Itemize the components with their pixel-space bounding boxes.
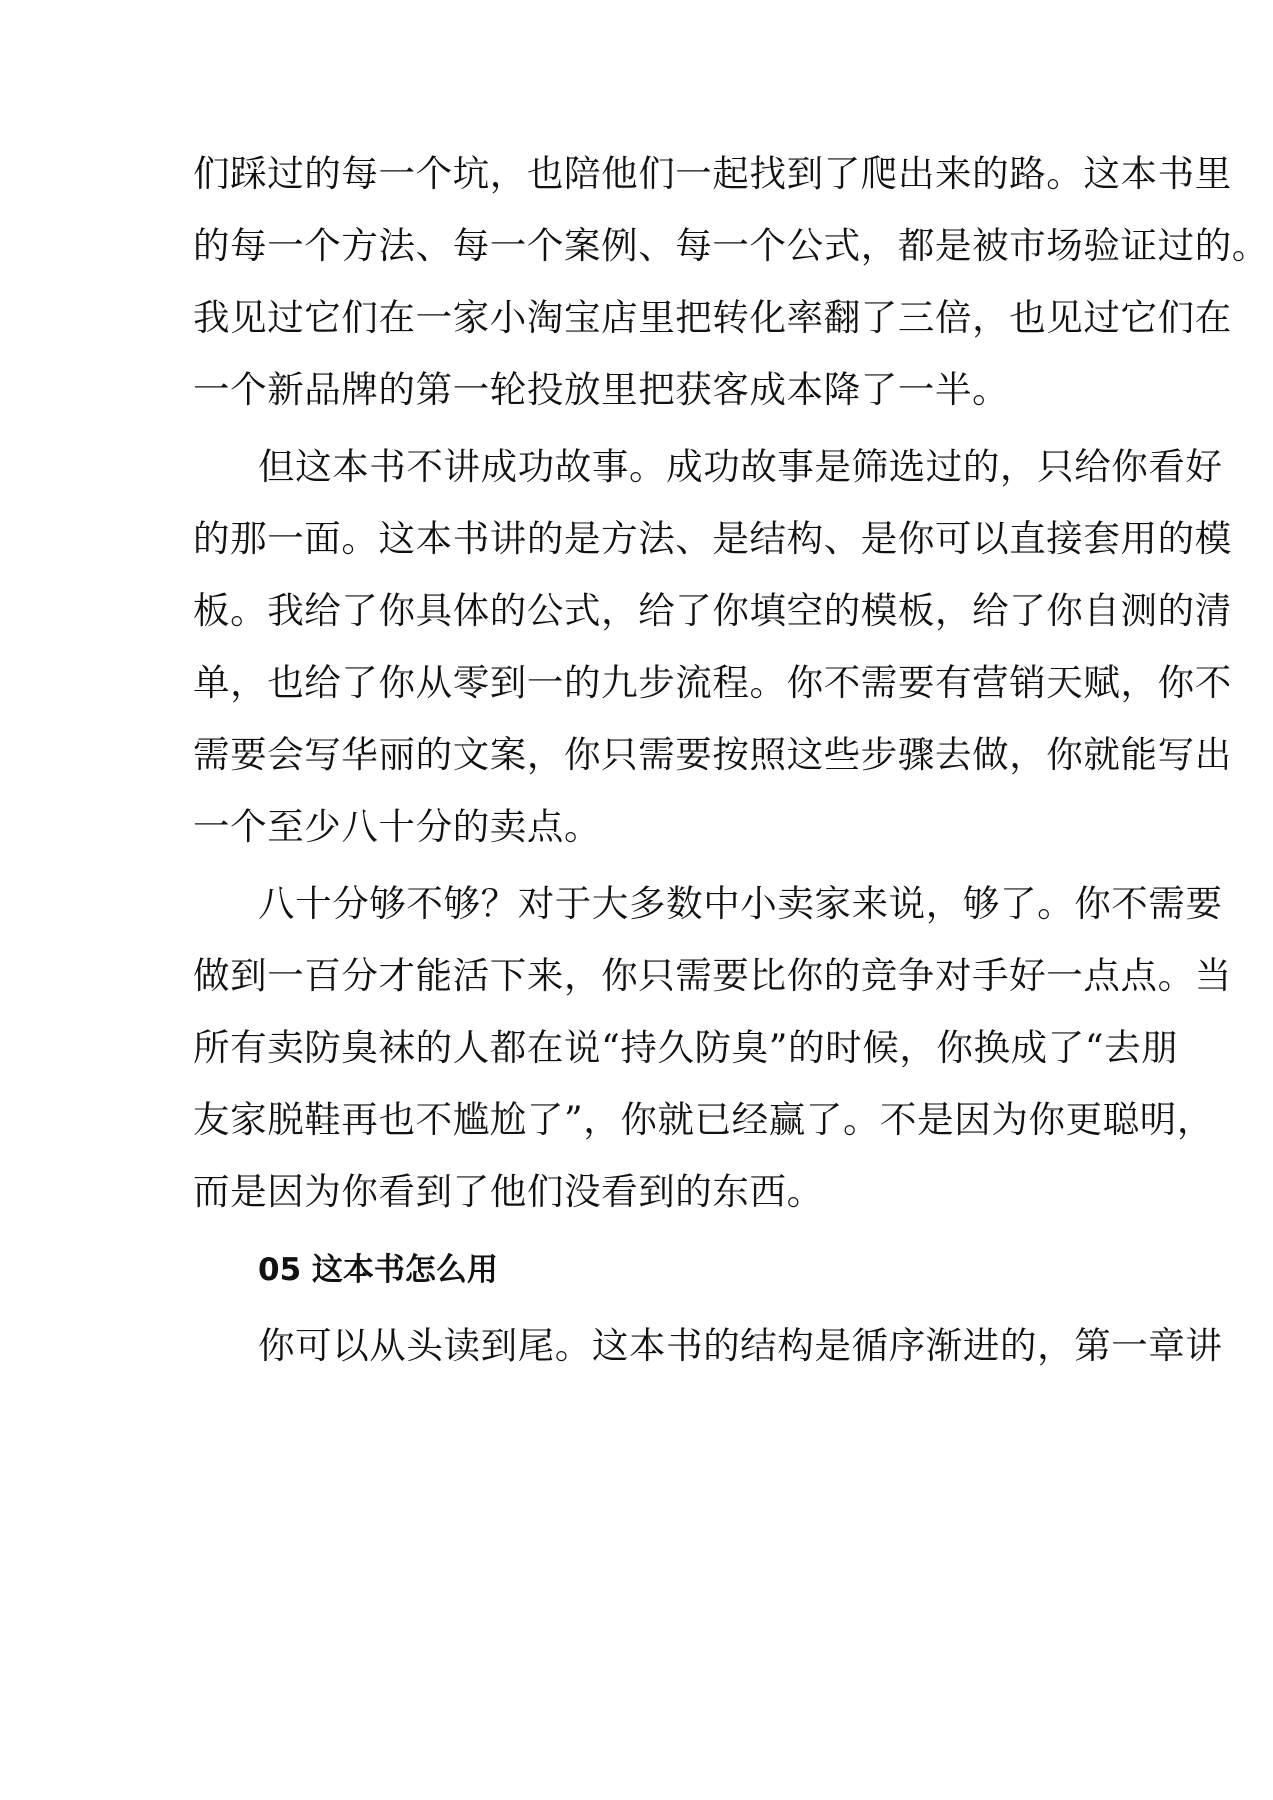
paragraph-2-line-3: 板。我给了你具体的公式，给了你填空的模板，给了你自测的清	[193, 589, 1232, 632]
paragraph-3-line-4: 友家脱鞋再也不尴尬了”，你就已经赢了。不是因为你更聪明，	[193, 1098, 1214, 1141]
paragraph-3-line-3: 所有卖防臭袜的人都在说“持久防臭”的时候，你换成了“去朋	[193, 1026, 1179, 1069]
paragraph-3-line-5: 而是因为你看到了他们没看到的东西。	[193, 1170, 824, 1213]
paragraph-1-line-1: 们踩过的每一个坑，也陪他们一起找到了爬出来的路。这本书里	[193, 152, 1232, 195]
section-heading: 05 这本书怎么用	[258, 1252, 498, 1288]
paragraph-1-line-3: 我见过它们在一家小淘宝店里把转化率翻了三倍，也见过它们在	[193, 296, 1232, 339]
paragraph-4-line-1: 你可以从头读到尾。这本书的结构是循序渐进的，第一章讲	[258, 1324, 1223, 1367]
paragraph-2-line-2: 的那一面。这本书讲的是方法、是结构、是你可以直接套用的模	[193, 517, 1232, 560]
paragraph-3-line-1: 八十分够不够？对于大多数中小卖家来说，够了。你不需要	[258, 882, 1223, 925]
paragraph-1-line-2: 的每一个方法、每一个案例、每一个公式，都是被市场验证过的。	[193, 224, 1269, 267]
paragraph-2-line-4: 单，也给了你从零到一的九步流程。你不需要有营销天赋，你不	[193, 661, 1232, 704]
paragraph-2-line-6: 一个至少八十分的卖点。	[193, 805, 602, 848]
paragraph-2-line-5: 需要会写华丽的文案，你只需要按照这些步骤去做，你就能写出	[193, 733, 1232, 776]
paragraph-2-line-1: 但这本书不讲成功故事。成功故事是筛选过的，只给你看好	[258, 445, 1223, 488]
paragraph-3-line-2: 做到一百分才能活下来，你只需要比你的竞争对手好一点点。当	[193, 954, 1232, 997]
paragraph-1-line-4: 一个新品牌的第一轮投放里把获客成本降了一半。	[193, 368, 1010, 411]
